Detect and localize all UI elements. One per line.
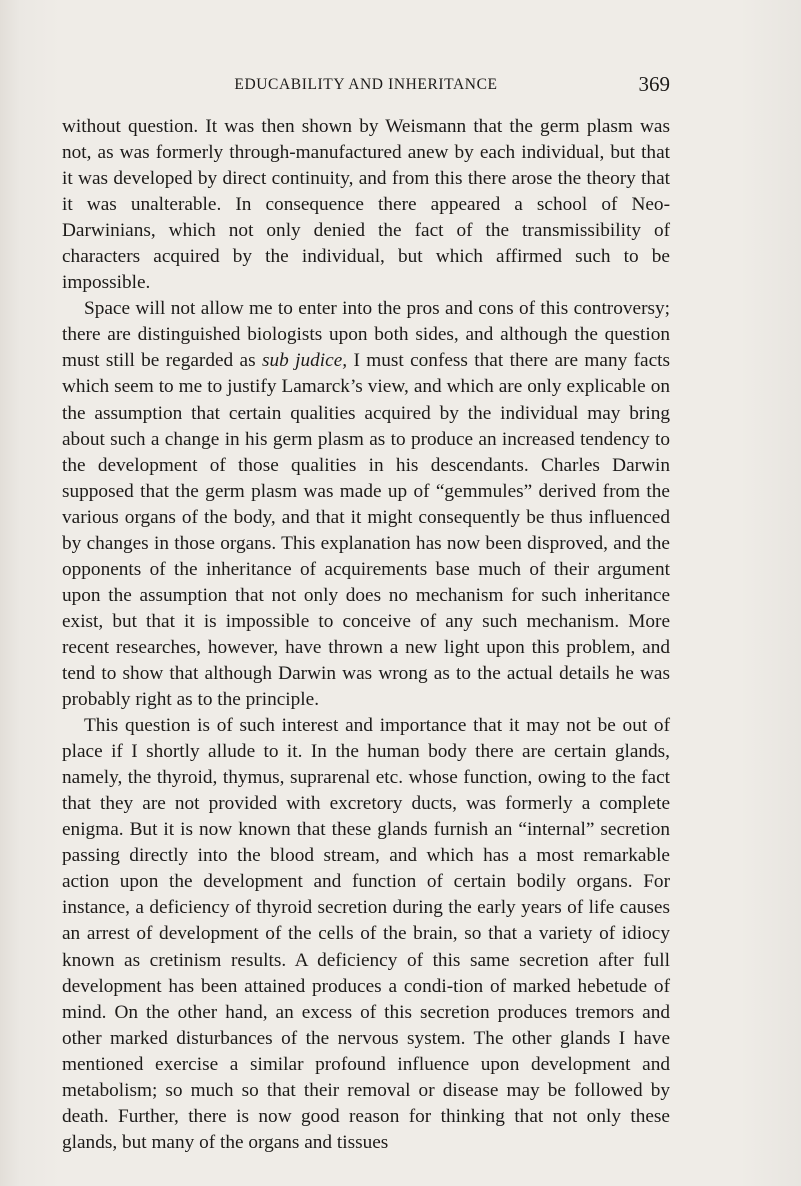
page-number: 369 <box>638 72 670 96</box>
paragraph-3: This question is of such interest and importance that it may not be out of place if I shortly allude to it. In the human body there are certain glands, namely, the thyroid, thymus, suprarenal etc. whose function, owing to the fact that they are not provided with excretory ducts, was formerly a complete enigma. But it is now known that these glands furnish an “internal” secretion passing directly into the blood stream, and which has a most remarkable action upon the development and function of certain bodily organs. For instance, a deficiency of thyroid secretion during the early years of life causes an arrest of development of the cells of the brain, so that a variety of idiocy known as cretinism results. A deficiency of this same secretion after full development has been attained produces a condi-tion of marked hebetude of mind. On the other hand, an excess of this secretion produces tremors and other marked disturbances of the nervous system. The other glands I have mentioned exercise a similar profound influence upon development and metabolism; so much so that their removal or disease may be followed by death. Further, there is now good reason for thinking that not only these glands, but many of the organs and tissues <box>62 715 670 1153</box>
paragraph-2-part-2: I must confess that there are many facts which seem to me to justify Lamarck’s view, and which are only explicable on the assumption that certain qualities acquired by the individual may bring about such a change in his germ plasm as to produce an increased tendency to the development of those qualities in his descendants. Charles Darwin supposed that the germ plasm was made up of “gemmules” derived from the various organs of the body, and that it might consequently be thus influenced by changes in those organs. This explanation has now been disproved, and the opponents of the inheritance of acquirements base much of their argument upon the assumption that not only does no mechanism for such inheritance exist, but that it is impossible to conceive of any such mechanism. More recent researches, however, have thrown a new light upon this problem, and tend to show that although Darwin was wrong as to the actual details he was probably right as to the principle. <box>62 350 670 711</box>
paragraph-2-part-1: Space will not allow me to enter into the pros and cons of this controversy; there are distinguished biologists upon both sides, and although the question must still be regarded as <box>62 298 670 372</box>
page-header <box>62 72 670 100</box>
paragraph-1: without question. It was then shown by Weismann that the germ plasm was not, as was formerly through-manufactured anew by each individual, but that it was developed by direct continuity, and from this there arose the theory that it was unalterable. In consequence there appeared a school of Neo-Darwinians, which not only denied the fact of the transmissibility of characters acquired by the individual, but which affirmed such to be impossible. <box>62 116 670 294</box>
running-title: EDUCABILITY AND INHERITANCE <box>234 76 498 93</box>
latin-phrase-sub-judice: sub judice, <box>261 350 348 372</box>
paragraph-2 <box>62 296 670 713</box>
body-text <box>62 114 670 1156</box>
